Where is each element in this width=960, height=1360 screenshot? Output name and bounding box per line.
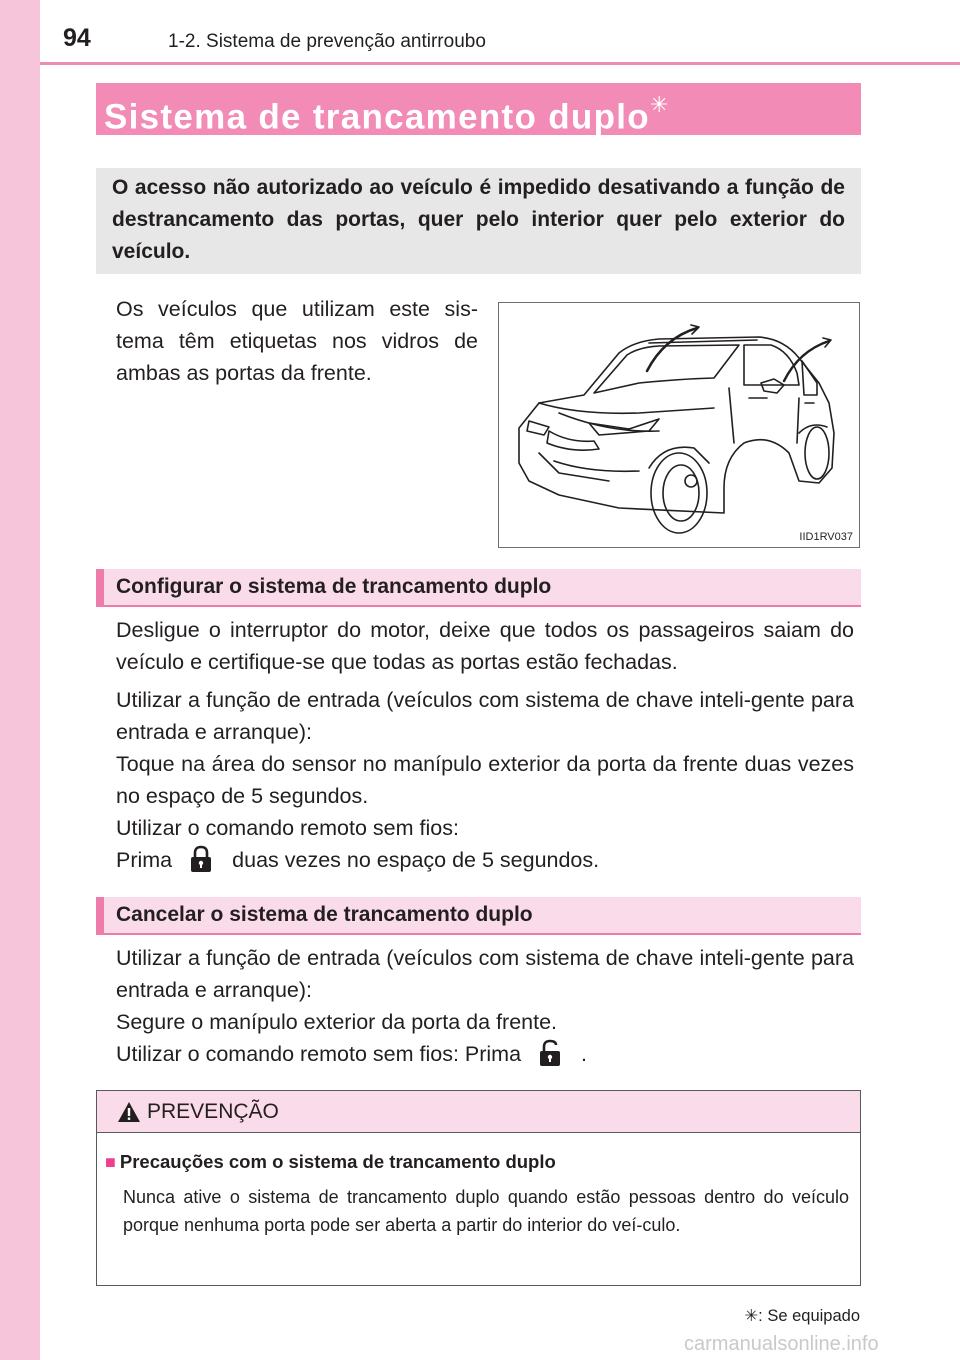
cancel-section-heading: Cancelar o sistema de trancamento duplo: [96, 897, 861, 935]
caution-subheading-text: Precauções com o sistema de trancamento duplo: [119, 1151, 556, 1172]
page-title: [96, 83, 861, 135]
caution-title: PREVENÇÃO: [147, 1100, 279, 1123]
car-drawing: [499, 303, 861, 549]
cancel-press-before: Utilizar o comando remoto sem fios: Prima: [116, 1042, 522, 1066]
section-breadcrumb: 1-2. Sistema de prevenção antirroubo: [168, 31, 486, 52]
set-press-before: Prima: [116, 848, 173, 872]
side-tab-strip: [0, 0, 40, 1360]
set-para-1: Desligue o interruptor do motor, deixe que todos os passageiros saiam do veículo e certifique-se que todas as portas estão fechadas.: [116, 618, 854, 674]
warning-triangle-icon: [117, 1101, 141, 1123]
label-note: Os veículos que utilizam este sis-tema têm etiquetas nos vidros de ambas as portas da frente.: [116, 297, 478, 385]
header-divider: [40, 62, 960, 65]
footnote: ✳: Se equipado: [744, 1307, 860, 1325]
set-press-line: [116, 844, 854, 876]
cancel-press-after: .: [581, 1042, 588, 1066]
caution-subheading: [105, 1151, 556, 1173]
bullet-square: ■: [105, 1152, 116, 1172]
lock-icon: [190, 845, 212, 873]
watermark: carmanualsonline.info: [684, 1333, 879, 1355]
set-line-1: Utilizar a função de entrada (veículos com sistema de chave inteli-gente para entrada e arranque):: [116, 688, 854, 744]
cancel-press-line: [116, 1038, 854, 1070]
equipped-marker: ✳: [649, 92, 670, 117]
set-press-after: duas vezes no espaço de 5 segundos.: [232, 848, 600, 872]
caution-header: [97, 1091, 860, 1133]
car-illustration: [498, 302, 860, 548]
set-steps: [116, 684, 854, 876]
set-section-heading: Configurar o sistema de trancamento duplo: [96, 569, 861, 607]
image-code: IID1RV037: [799, 531, 853, 543]
cancel-line-2: Segure o manípulo exterior da porta da frente.: [116, 1010, 558, 1034]
unlock-icon: [539, 1039, 561, 1067]
set-line-2: Toque na área do sensor no manípulo exterior da porta da frente duas vezes no espaço de 5 segundos.: [116, 752, 854, 808]
page-number: 94: [63, 24, 91, 52]
set-line-3: Utilizar o comando remoto sem fios:: [116, 816, 459, 840]
caution-box: [96, 1090, 861, 1286]
page-title-text: Sistema de trancamento duplo: [104, 97, 650, 137]
cancel-steps: [116, 942, 854, 1070]
intro-summary: O acesso não autorizado ao veículo é impedido desativando a função de destrancamento das portas, quer pelo interior quer pelo exterior do veículo.: [96, 168, 861, 274]
caution-body: Nunca ative o sistema de trancamento duplo quando estão pessoas dentro do veículo porque nenhuma porta pode ser aberta a partir do interior do veí-culo.: [123, 1187, 849, 1235]
cancel-line-1: Utilizar a função de entrada (veículos com sistema de chave inteli-gente para entrada e arranque):: [116, 946, 854, 1002]
